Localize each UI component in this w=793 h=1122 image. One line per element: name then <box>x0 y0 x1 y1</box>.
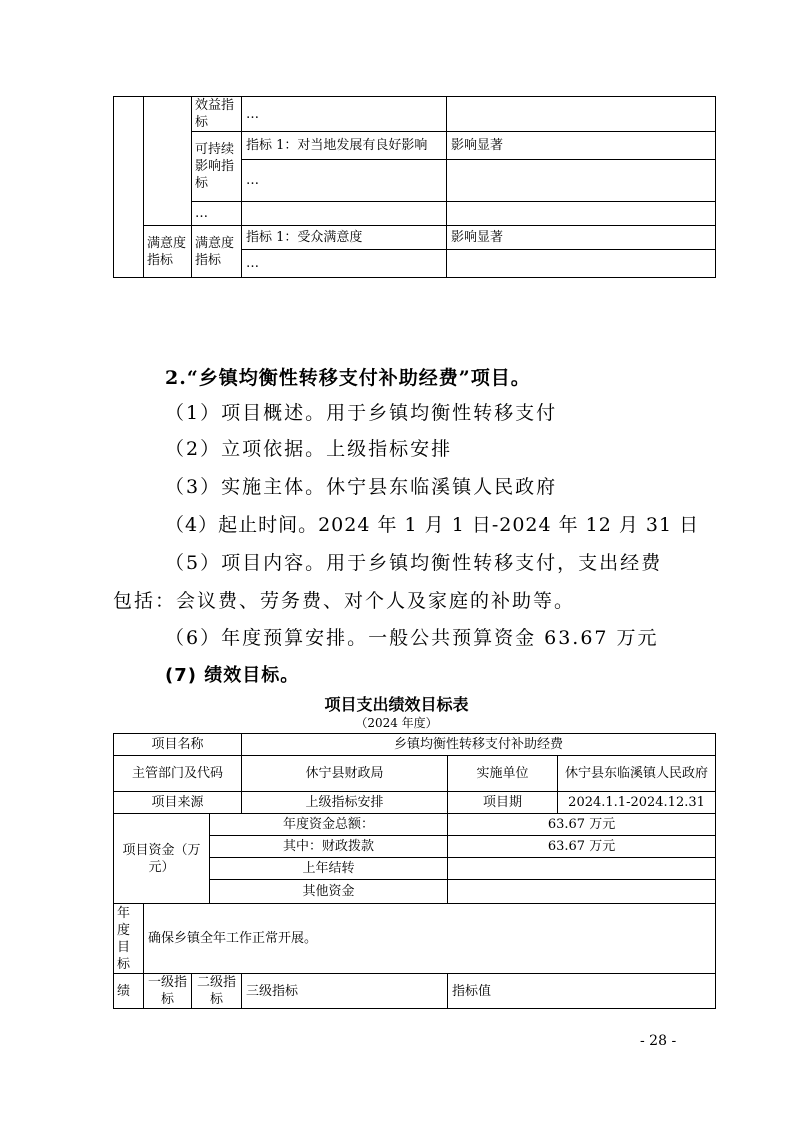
header-indicator-value: 指标值 <box>448 974 716 1009</box>
header-level1: 一级指标 <box>144 974 192 1009</box>
cell-value <box>447 250 716 278</box>
paragraph-content-cont: 包括：会议费、劳务费、对个人及家庭的补助等。 <box>113 590 576 612</box>
label-total-funds: 年度资金总额： <box>210 814 448 836</box>
value-project-period: 2024.1.1-2024.12.31 <box>558 792 716 814</box>
value-project-name: 乡镇均衡性转移支付补助经费 <box>242 734 716 756</box>
label-annual-goal: 年度目标 <box>114 904 144 974</box>
label-other-funds: 其他资金 <box>210 880 448 904</box>
label-fiscal-funds: 其中：财政拨款 <box>210 836 448 858</box>
paragraph-entity: （3）实施主体。休宁县东临溪镇人民政府 <box>165 476 558 498</box>
header-level2: 二级指标 <box>192 974 242 1009</box>
value-carryover <box>448 858 716 880</box>
label-project-funds: 项目资金（万元） <box>114 814 210 904</box>
paragraph-period: （4）起止时间。2024 年 1 月 1 日-2024 年 12 月 31 日 <box>165 514 700 536</box>
cell-indicator: 指标 1：受众满意度 <box>242 226 447 250</box>
cell-indicator <box>242 202 447 226</box>
value-other-funds <box>448 880 716 904</box>
label-project-period: 项目期 <box>448 792 558 814</box>
cell-cat3-benefit: 效益指标 <box>192 97 242 132</box>
header-level3: 三级指标 <box>242 974 448 1009</box>
cell-value <box>447 160 716 202</box>
cell-cat3-sustainable: 可持续影响指标 <box>192 132 242 202</box>
cell-indicator: … <box>242 160 447 202</box>
paragraph-basis: （2）立项依据。上级指标安排 <box>165 438 453 460</box>
label-implementing-unit: 实施单位 <box>448 756 558 792</box>
cell-value: 影响显著 <box>447 132 716 160</box>
cell-indicator: … <box>242 250 447 278</box>
performance-indicator-table-continued <box>113 96 716 278</box>
cell-cat1 <box>114 97 144 278</box>
value-fiscal-funds: 63.67 万元 <box>448 836 716 858</box>
label-carryover: 上年结转 <box>210 858 448 880</box>
label-project-name: 项目名称 <box>114 734 242 756</box>
cell-indicator: 指标 1：对当地发展有良好影响 <box>242 132 447 160</box>
value-department: 休宁县财政局 <box>242 756 448 792</box>
table-subtitle: （2024 年度） <box>355 716 438 730</box>
cell-cat3-satisfaction: 满意度指标 <box>192 226 242 278</box>
table-title: 项目支出绩效目标表 <box>324 695 469 714</box>
value-annual-goal: 确保乡镇全年工作正常开展。 <box>144 904 716 974</box>
paragraph-content: （5）项目内容。用于乡镇均衡性转移支付，支出经费 <box>165 552 663 574</box>
section-heading: 2.“乡镇均衡性转移支付补助经费”项目。 <box>165 367 531 389</box>
paragraph-goals: (7) 绩效目标。 <box>165 665 300 686</box>
label-project-source: 项目来源 <box>114 792 242 814</box>
cell-value: 影响显著 <box>447 226 716 250</box>
cell-cat3-ellipsis: … <box>192 202 242 226</box>
performance-goal-table <box>113 733 716 1009</box>
value-total-funds: 63.67 万元 <box>448 814 716 836</box>
label-performance: 绩 <box>114 974 144 1009</box>
paragraph-overview: （1）项目概述。用于乡镇均衡性转移支付 <box>165 402 558 424</box>
cell-indicator: … <box>242 97 447 132</box>
cell-cat2-satisfaction: 满意度指标 <box>144 226 192 278</box>
cell-cat2 <box>144 97 192 226</box>
cell-value <box>447 202 716 226</box>
cell-value <box>447 97 716 132</box>
page-number: - 28 - <box>640 1033 677 1049</box>
label-department: 主管部门及代码 <box>114 756 242 792</box>
value-project-source: 上级指标安排 <box>242 792 448 814</box>
paragraph-budget: （6）年度预算安排。一般公共预算资金 63.67 万元 <box>165 627 659 649</box>
value-implementing-unit: 休宁县东临溪镇人民政府 <box>558 756 716 792</box>
